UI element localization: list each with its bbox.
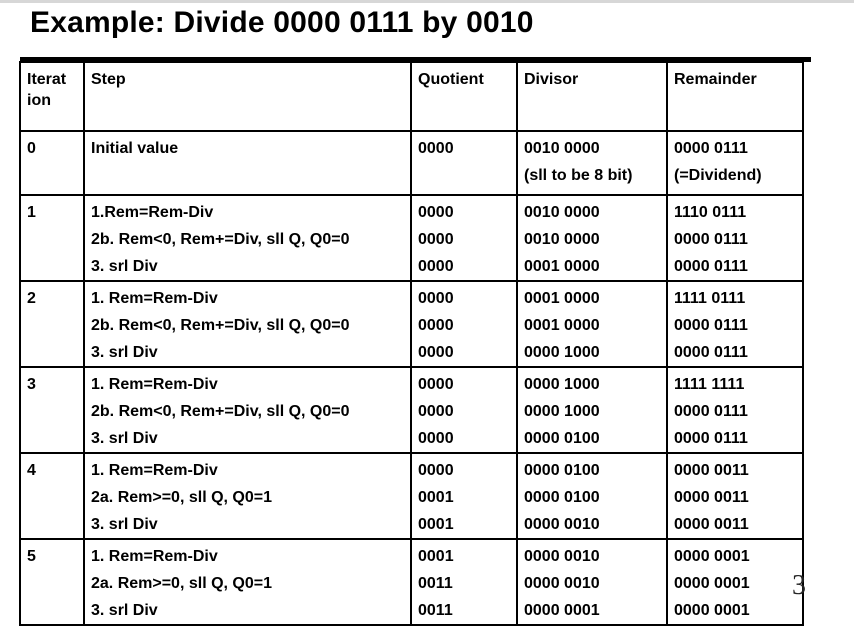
quotient-line: 0000	[418, 204, 454, 221]
header-iteration	[20, 62, 84, 131]
header-divisor: Divisor	[517, 62, 667, 131]
cell-iteration: 4	[20, 453, 84, 539]
cell-step	[84, 131, 411, 195]
cell-divisor	[517, 453, 667, 539]
cell-iteration: 1	[20, 195, 84, 281]
remainder-line: 1111 1111	[674, 376, 745, 393]
remainder-line: 0000 0111	[674, 258, 748, 275]
step-line: 3. srl Div	[91, 602, 158, 619]
page-number: 3	[792, 570, 806, 601]
divisor-line: 0000 0100	[524, 462, 600, 479]
quotient-line: 0000	[418, 376, 454, 393]
remainder-line: 0000 0111	[674, 403, 748, 420]
cell-remainder	[667, 539, 803, 625]
cell-divisor	[517, 539, 667, 625]
header-remainder: Remainder	[667, 62, 803, 131]
remainder-line: 0000 0111	[674, 140, 748, 157]
cell-step	[84, 281, 411, 367]
step-line: 2b. Rem<0, Rem+=Div, sll Q, Q0=0	[91, 403, 350, 420]
step-line: 1. Rem=Rem-Div	[91, 462, 218, 479]
table-row	[20, 195, 803, 281]
divisor-line: 0000 0001	[524, 602, 600, 619]
quotient-line: 0000	[418, 231, 454, 248]
quotient-line: 0000	[418, 317, 454, 334]
cell-iteration: 3	[20, 367, 84, 453]
quotient-line: 0011	[418, 602, 453, 619]
divisor-line: 0010 0000	[524, 231, 600, 248]
cell-divisor	[517, 195, 667, 281]
remainder-line: 1110 0111	[674, 204, 747, 221]
divisor-line: 0000 0010	[524, 548, 600, 565]
remainder-line: 0000 0011	[674, 516, 749, 533]
remainder-line: 0000 0001	[674, 575, 750, 592]
step-line: 1.Rem=Rem-Div	[91, 204, 214, 221]
cell-remainder	[667, 453, 803, 539]
table-row	[20, 539, 803, 625]
table-row	[20, 367, 803, 453]
step-line: 3. srl Div	[91, 516, 158, 533]
remainder-line: 0000 0111	[674, 344, 748, 361]
divisor-line: 0001 0000	[524, 258, 600, 275]
cell-step	[84, 367, 411, 453]
step-line: 2b. Rem<0, Rem+=Div, sll Q, Q0=0	[91, 317, 350, 334]
cell-step	[84, 195, 411, 281]
cell-remainder	[667, 281, 803, 367]
divisor-line: 0000 1000	[524, 403, 600, 420]
cell-divisor	[517, 367, 667, 453]
remainder-line: 0000 0001	[674, 548, 750, 565]
step-line: 1. Rem=Rem-Div	[91, 548, 218, 565]
cell-divisor	[517, 281, 667, 367]
remainder-line: 0000 0011	[674, 489, 749, 506]
step-line: 2b. Rem<0, Rem+=Div, sll Q, Q0=0	[91, 231, 350, 248]
quotient-line: 0000	[418, 290, 454, 307]
divisor-line: 0000 1000	[524, 376, 600, 393]
quotient-line: 0000	[418, 140, 454, 157]
divisor-line: 0000 1000	[524, 344, 600, 361]
cell-remainder	[667, 131, 803, 195]
cell-step	[84, 539, 411, 625]
step-line: 3. srl Div	[91, 430, 158, 447]
cell-quotient	[411, 195, 517, 281]
quotient-line: 0000	[418, 462, 454, 479]
step-line: 1. Rem=Rem-Div	[91, 376, 218, 393]
divisor-line: (sll to be 8 bit)	[524, 167, 633, 184]
divisor-line: 0000 0100	[524, 489, 600, 506]
quotient-line: 0001	[418, 548, 454, 565]
cell-iteration: 0	[20, 131, 84, 195]
divisor-line: 0000 0010	[524, 575, 600, 592]
remainder-line: 0000 0111	[674, 231, 748, 248]
step-line: Initial value	[91, 140, 179, 157]
step-line: 1. Rem=Rem-Div	[91, 290, 218, 307]
cell-quotient	[411, 453, 517, 539]
cell-divisor	[517, 131, 667, 195]
step-line: 2a. Rem>=0, sll Q, Q0=1	[91, 489, 272, 506]
divisor-line: 0001 0000	[524, 290, 600, 307]
cell-remainder	[667, 195, 803, 281]
step-line: 3. srl Div	[91, 258, 158, 275]
cell-remainder	[667, 367, 803, 453]
divisor-line: 0000 0010	[524, 516, 600, 533]
cell-step	[84, 453, 411, 539]
cell-iteration: 5	[20, 539, 84, 625]
quotient-line: 0000	[418, 430, 454, 447]
remainder-line: (=Dividend)	[674, 167, 762, 184]
divisor-line: 0000 0100	[524, 430, 600, 447]
quotient-line: 0000	[418, 344, 454, 361]
step-line: 2a. Rem>=0, sll Q, Q0=1	[91, 575, 272, 592]
cell-quotient	[411, 539, 517, 625]
cell-quotient	[411, 281, 517, 367]
header-step: Step	[84, 62, 411, 131]
cell-quotient	[411, 131, 517, 195]
quotient-line: 0000	[418, 403, 454, 420]
slide-title: Example: Divide 0000 0111 by 0010	[30, 6, 534, 39]
remainder-line: 0000 0011	[674, 462, 749, 479]
header-iteration-line-1: Iterat	[27, 71, 67, 88]
table-row	[20, 131, 803, 195]
cell-quotient	[411, 367, 517, 453]
remainder-line: 1111 0111	[674, 290, 746, 307]
quotient-line: 0000	[418, 258, 454, 275]
divisor-line: 0010 0000	[524, 204, 600, 221]
quotient-line: 0001	[418, 489, 454, 506]
remainder-line: 0000 0001	[674, 602, 750, 619]
table-row	[20, 281, 803, 367]
quotient-line: 0011	[418, 575, 453, 592]
quotient-line: 0001	[418, 516, 454, 533]
divisor-line: 0001 0000	[524, 317, 600, 334]
remainder-line: 0000 0111	[674, 317, 748, 334]
cell-iteration: 2	[20, 281, 84, 367]
divisor-line: 0010 0000	[524, 140, 600, 157]
header-iteration-line-2: ion	[27, 92, 51, 109]
table-row	[20, 453, 803, 539]
step-line: 3. srl Div	[91, 344, 158, 361]
division-steps-table	[19, 61, 804, 626]
table-header-row	[20, 62, 803, 131]
header-quotient: Quotient	[411, 62, 517, 131]
remainder-line: 0000 0111	[674, 430, 748, 447]
top-border-line	[0, 0, 854, 3]
